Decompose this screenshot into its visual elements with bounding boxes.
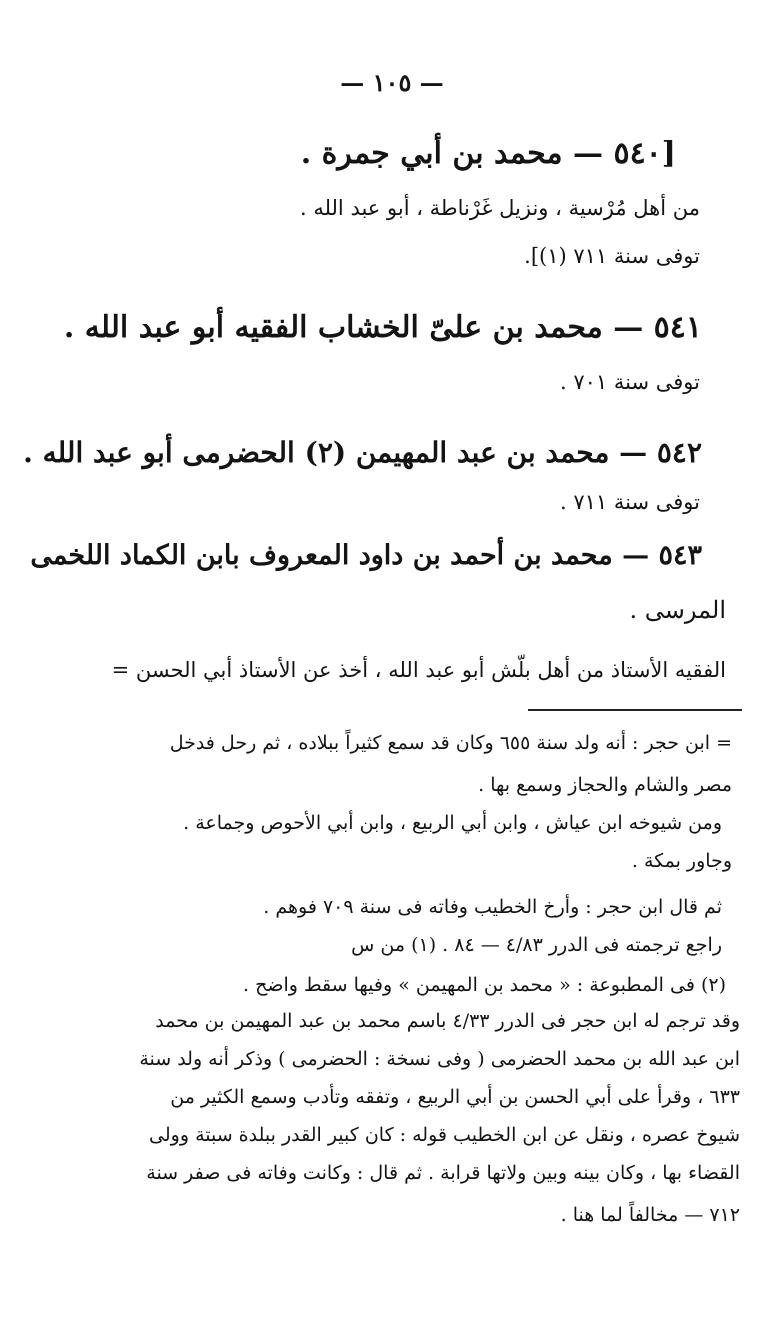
footnote-line-6: راجع ترجمته فى الدرر ٤/٨٣ — ٨٤ . (١) من س: [351, 934, 722, 956]
entry-540-line-1: من أهل مُرْسية ، ونزيل غَرْناطة ، أبو عبد الله .: [299, 196, 700, 220]
entry-heading-541: ٥٤١ — محمد بن علىّ الخشاب الفقيه أبو عبد الله .: [63, 310, 702, 345]
footnote-line-3: ومن شيوخه ابن عياش ، وابن أبي الربيع ، وابن أبي الأحوص وجماعة .: [183, 812, 722, 834]
footnote-line-2: مصر والشام والحجاز وسمع بها .: [478, 774, 732, 796]
footnote-line-1: = ابن حجر : أنه ولد سنة ٦٥٥ وكان قد سمع كثيراً ببلاده ، ثم رحل فدخل: [169, 732, 732, 754]
entry-541-line-1: توفى سنة ٧٠١ .: [560, 370, 700, 394]
entry-heading-540: [٥٤٠ — محمد بن أبي جمرة .: [300, 136, 676, 171]
footnote-line-7: (٢) فى المطبوعة : « محمد بن المهيمن » وفيها سقط واضح .: [243, 974, 726, 996]
footnote-separator: [528, 709, 742, 711]
footnote-line-4: وجاور بمكة .: [631, 850, 732, 872]
entry-540-line-2: توفى سنة ٧١١ (١)].: [524, 244, 700, 268]
entry-543-line-2: الفقيه الأستاذ من أهل بلّش أبو عبد الله ، أخذ عن الأستاذ أبي الحسن =: [111, 658, 726, 682]
footnote-line-9: ابن عبد الله بن محمد الحضرمى ( وفى نسخة : الحضرمى ) وذكر أنه ولد سنة: [139, 1048, 740, 1070]
footnote-line-8: وقد ترجم له ابن حجر فى الدرر ٤/٣٣ باسم محمد بن عبد المهيمن بن محمد: [155, 1010, 740, 1032]
entry-heading-543: ٥٤٣ — محمد بن أحمد بن داود المعروف بابن الكماد اللخمى: [30, 540, 702, 571]
entry-542-line-1: توفى سنة ٧١١ .: [560, 490, 700, 514]
entry-543-line-1: المرسى .: [629, 596, 726, 624]
footnote-line-10: ٦٣٣ ، وقرأ على أبي الحسن بن أبي الربيع ، وتفقه وتأدب وسمع الكثير من: [170, 1086, 740, 1108]
entry-heading-542: ٥٤٢ — محمد بن عبد المهيمن (٢) الحضرمى أبو عبد الله .: [23, 436, 702, 469]
footnote-line-12: القضاء بها ، وكان بينه وبين ولاتها قرابة . ثم قال : وكانت وفاته فى صفر سنة: [146, 1162, 740, 1184]
footnote-line-5: ثم قال ابن حجر : وأرخ الخطيب وفاته فى سنة ٧٠٩ فوهم .: [263, 896, 722, 918]
footnote-line-11: شيوخ عصره ، ونقل عن ابن الخطيب قوله : كان كبير القدر ببلدة سبتة وولى: [149, 1124, 740, 1146]
footnote-line-13: ٧١٢ — مخالفاً لما هنا .: [560, 1204, 740, 1226]
page-number: — ١٠٥ —: [340, 68, 444, 97]
